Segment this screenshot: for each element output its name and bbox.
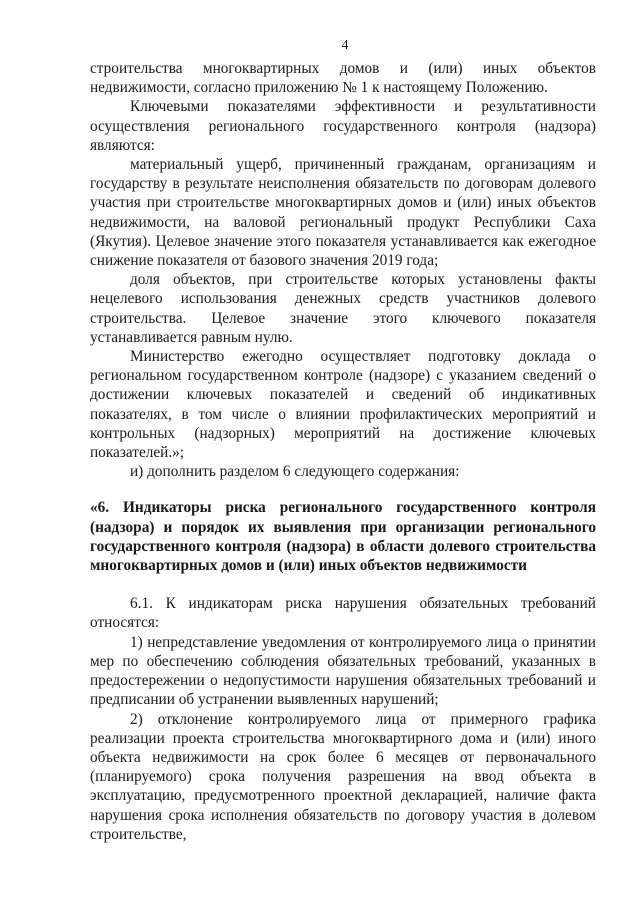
- paragraph-item-1: 1) непредставление уведомления от контролируемого лица о принятии мер по обеспечению соблюдения обязательных требований, указанных в предостережении о недопустимости нарушения обязательных требований и предписании об устранении выявленных нарушений;: [90, 633, 596, 709]
- paragraph-6-1: 6.1. К индикаторам риска нарушения обязательных требований относятся:: [90, 595, 596, 632]
- paragraph-key-indicators-intro: Ключевыми показателями эффективности и результативности осуществления регионального государственного контроля (надзора) являются:: [90, 98, 596, 154]
- document-body: [90, 59, 596, 844]
- paragraph-item-2: 2) отклонение контролируемого лица от примерного графика реализации проекта строительства многоквартирного дома и (или) иного объекта недвижимости на срок более 6 месяцев от первоначального (планируемого) срока получения разрешения на ввод объекта в эксплуатацию, предусмотренного проектной декларацией, наличие факта нарушения срока исполнения обязательств по договору участия в долевом строительстве,: [90, 710, 596, 843]
- spacer: [90, 575, 596, 594]
- paragraph-continuation: строительства многоквартирных домов и (или) иных объектов недвижимости, согласно приложению № 1 к настоящему Положению.: [90, 60, 596, 97]
- paragraph-misuse-share: доля объектов, при строительстве которых установлены факты нецелевого использования денежных средств участников долевого строительства. Целевое значение этого ключевого показателя устанавливается равным нулю.: [90, 271, 596, 346]
- paragraph-material-damage: материальный ущерб, причиненный гражданам, организациям и государству в результате неисполнения обязательств по договорам долевого участия при строительстве многоквартирных домов и (или) иных объектов недвижимости, на валовой региональный продукт Республики Саха (Якутия). Целевое значение этого показателя устанавливается как ежегодное снижение показателя от базового значения 2019 года;: [90, 156, 596, 270]
- paragraph-amendment-i: и) дополнить разделом 6 следующего содержания:: [130, 463, 460, 481]
- page-number: 4: [341, 38, 349, 53]
- section-6-heading: «6. Индикаторы риска регионального государственного контроля (надзора) и порядок их выявления при организации регионального государственного контроля (надзора) в области долевого строительства многоквартирных домов и (или) иных объектов недвижимости: [90, 499, 596, 575]
- spacer: [90, 481, 596, 498]
- paragraph-ministry-report: Министерство ежегодно осуществляет подготовку доклада о региональном государственном контроле (надзоре) с указанием сведений о достижении ключевых показателей и сведений об индикативных показателях, в том числе о влиянии профилактических мероприятий и контрольных (надзорных) мероприятий на достижение ключевых показателей.»;: [90, 348, 596, 462]
